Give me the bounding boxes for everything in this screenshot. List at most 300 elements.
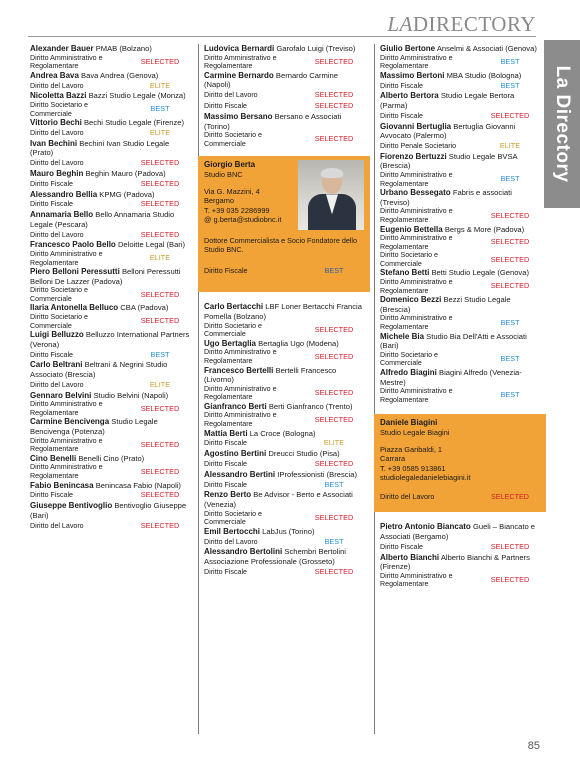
rank-badge: SELECTED [140, 316, 180, 326]
practice-area: Diritto del Lavoro [30, 380, 84, 389]
rank-badge: SELECTED [140, 229, 180, 239]
page-number: 85 [527, 740, 540, 752]
directory-entry [30, 360, 190, 390]
practice-area-row [380, 572, 540, 589]
lawyer-name[interactable]: Mauro Beghin [30, 168, 84, 178]
practice-area-row [204, 567, 364, 578]
lawyer-name[interactable]: Ugo Bertaglia [204, 338, 257, 348]
practice-area: Diritto del Lavoro [30, 521, 84, 530]
lawyer-name[interactable]: Alberto Bianchi [380, 552, 440, 562]
directory-entry [30, 240, 190, 267]
lawyer-name[interactable]: Giuseppe Bentivoglio [30, 501, 113, 511]
lawyer-name[interactable]: Renzo Berto [204, 490, 252, 500]
directory-entry [30, 118, 190, 139]
firm-name: Bertelli Francesco (Livorno) [204, 365, 337, 385]
directory-entry [204, 449, 364, 470]
firm-name: KPMG (Padova) [99, 189, 155, 199]
lawyer-name[interactable]: Stefano Betti [380, 268, 430, 278]
firm-name: Benelli Cino (Prato) [78, 453, 145, 463]
directory-entry [30, 190, 190, 211]
lawyer-name[interactable]: Gianfranco Berti [204, 401, 267, 411]
directory-column-3 [380, 44, 540, 589]
lawyer-name[interactable]: Carmine Bencivenga [30, 417, 110, 427]
practice-area: Diritto Fiscale [380, 542, 423, 551]
directory-entry [30, 303, 190, 330]
directory-entry [30, 71, 190, 92]
lawyer-name[interactable]: Piero Belloni Peressutti [30, 267, 120, 277]
practice-area: Diritto Amministrativo e Regolamentare [30, 400, 103, 417]
directory-entry [204, 44, 364, 71]
entry-heading [30, 71, 190, 81]
entry-heading [204, 44, 364, 54]
practice-area-row [30, 199, 190, 210]
entry-heading [30, 190, 190, 200]
lawyer-name[interactable]: Alexander Bauer [30, 44, 94, 53]
entry-heading [204, 366, 364, 385]
featured-address: Piazza Garibaldi, 1 [380, 445, 443, 455]
directory-entry [380, 225, 540, 269]
practice-area-row [380, 207, 540, 224]
firm-name: Bertuglia Giovanni Avvocato (Palermo) [380, 121, 516, 141]
firm-name: Studio Legale Bertora (Parma) [380, 91, 515, 110]
practice-area-row [380, 171, 540, 188]
side-tab [544, 40, 580, 208]
practice-area-row [380, 351, 540, 368]
directory-entry [30, 210, 190, 240]
entry-heading [30, 240, 190, 250]
entry-heading [204, 402, 364, 412]
firm-name: Bentivoglio Giuseppe (Bari) [30, 501, 187, 520]
lawyer-name[interactable]: Carmine Bernardo [204, 70, 274, 80]
firm-name: CBA (Padova) [120, 303, 169, 313]
lawyer-name[interactable]: Giovanni Bertuglia [380, 121, 452, 131]
entry-heading [380, 91, 540, 110]
rank-badge: SELECTED [314, 387, 354, 397]
directory-entry [30, 454, 190, 481]
practice-area: Diritto Amministrativo e Regolamentare [204, 348, 277, 365]
page-header [0, 0, 580, 46]
section-title [387, 12, 536, 37]
rank-badge: SELECTED [314, 512, 354, 522]
featured-rank-badge: SELECTED [491, 491, 529, 501]
rank-badge: SELECTED [314, 324, 354, 334]
practice-area-row [30, 80, 190, 91]
practice-area: Diritto del Lavoro [30, 159, 84, 168]
lawyer-name[interactable]: Francesco Paolo Bello [30, 240, 116, 250]
directory-entry [30, 267, 190, 303]
rank-badge: BEST [150, 104, 170, 114]
lawyer-name[interactable]: Cino Benelli [30, 453, 77, 463]
firm-name: Be Advisor - Berto e Associati (Venezia) [204, 490, 353, 510]
firm-name: Alberto Bianchi & Partners (Firenze) [380, 552, 530, 572]
rank-badge: SELECTED [140, 199, 180, 209]
firm-name: Deloitte Legal (Bari) [117, 240, 186, 250]
directory-entry [204, 366, 364, 402]
featured-area [380, 492, 540, 501]
entry-heading [30, 303, 190, 313]
directory-entry [204, 547, 364, 577]
lawyer-name[interactable]: Ivan Bechini [30, 138, 78, 148]
lawyer-name[interactable]: Massimo Bersano [204, 111, 273, 121]
entry-heading [30, 139, 190, 158]
side-tab-label: La Directory [552, 65, 573, 183]
practice-area-row [30, 101, 190, 118]
practice-area: Diritto Amministrativo e Regolamentare [30, 249, 103, 267]
entry-heading [30, 118, 190, 128]
practice-area: Diritto Amministrativo e Regolamentare [30, 436, 103, 454]
practice-area: Diritto Societario e Commerciale [204, 131, 262, 148]
entry-heading [204, 470, 364, 480]
practice-area: Diritto Societario e Commerciale [380, 251, 438, 268]
featured-firm: Studio Legale Biagini [380, 427, 450, 437]
featured-description: Dottore Commercialista e Socio Fondatore dello Studio BNC. [204, 235, 358, 254]
practice-area-row [380, 542, 540, 553]
entry-heading [380, 295, 540, 314]
firm-name: Betti Studio Legale (Genova) [431, 268, 529, 278]
practice-area: Diritto Fiscale [380, 81, 423, 90]
firm-name: Belluzzo International Partners (Verona) [30, 330, 190, 349]
lawyer-name[interactable]: Ilaria Antonella Belluco [30, 303, 119, 313]
practice-area: Diritto del Lavoro [30, 230, 84, 239]
rank-badge: SELECTED [140, 56, 180, 66]
lawyer-name[interactable]: Carlo Beltrani [30, 360, 83, 370]
rank-badge: SELECTED [314, 351, 354, 361]
practice-area-row [204, 411, 364, 428]
practice-area: Diritto del Lavoro [204, 91, 258, 100]
practice-area: Diritto Fiscale [30, 491, 73, 500]
practice-area: Diritto del Lavoro [30, 81, 84, 90]
lawyer-name[interactable]: Annamaria Bello [30, 210, 94, 220]
practice-area: Diritto Fiscale [204, 480, 247, 489]
rank-badge: ELITE [149, 80, 171, 90]
firm-name: Dreucci Studio (Pisa) [268, 449, 340, 459]
directory-entry [204, 429, 364, 450]
rank-badge: SELECTED [140, 490, 180, 500]
firm-name: LBF Loner Bertacchi Francia Pomella (Bolzano) [204, 302, 362, 321]
practice-area: Diritto Societario e Commerciale [30, 286, 88, 303]
practice-area: Diritto Amministrativo e Regolamentare [380, 53, 453, 71]
entry-heading [204, 302, 364, 321]
practice-area-row [204, 510, 364, 527]
firm-name: Bergs & More (Padova) [444, 224, 525, 234]
practice-area: Diritto Societario e Commerciale [30, 313, 88, 330]
directory-entry [204, 71, 364, 112]
firm-name: Bechi Studio Legale (Firenze) [83, 118, 185, 128]
lawyer-name[interactable]: Nicoletta Bazzi [30, 91, 87, 101]
rank-badge: SELECTED [490, 575, 530, 585]
practice-area-row [30, 349, 190, 360]
practice-area-row [30, 286, 190, 303]
practice-area: Diritto Amministrativo e Regolamentare [204, 53, 277, 71]
practice-area-row [30, 520, 190, 531]
practice-area-row [30, 400, 190, 417]
featured-area-label: Diritto del Lavoro [380, 491, 435, 501]
directory-entry [380, 122, 540, 152]
rank-badge: SELECTED [314, 566, 354, 576]
lawyer-name[interactable]: Gennaro Belvini [30, 390, 92, 400]
featured-card [374, 414, 546, 512]
directory-entry [380, 188, 540, 224]
featured-website[interactable]: studiolegaledanielebiagini.it [380, 472, 471, 482]
directory-entry [380, 91, 540, 121]
practice-area: Diritto Amministrativo e Regolamentare [380, 387, 453, 404]
practice-area-row [204, 322, 364, 339]
rank-badge: SELECTED [140, 178, 180, 188]
entry-heading [204, 71, 364, 90]
practice-area-row [30, 128, 190, 139]
practice-area-row [380, 234, 540, 251]
practice-area-row [30, 158, 190, 169]
practice-area-row [30, 437, 190, 454]
firm-name: Garofalo Luigi (Treviso) [276, 44, 356, 53]
rank-badge: ELITE [499, 140, 521, 150]
directory-entry [380, 522, 540, 552]
firm-name: Bersano e Associati (Torino) [204, 111, 342, 131]
section-title-rest: DIRECTORY [412, 12, 536, 36]
rank-badge: SELECTED [490, 281, 530, 291]
lawyer-name[interactable]: Emil Bertocchi [204, 526, 261, 536]
entry-heading [30, 417, 190, 436]
practice-area: Diritto Amministrativo e Regolamentare [380, 278, 453, 295]
directory-entry [204, 470, 364, 491]
rank-badge: SELECTED [140, 158, 180, 168]
practice-area-row [380, 80, 540, 91]
firm-name: Bernardo Carmine (Napoli) [204, 70, 338, 90]
rank-badge: ELITE [149, 379, 171, 389]
practice-area-row [204, 54, 364, 71]
entry-heading [204, 429, 364, 439]
practice-area: Diritto Amministrativo e Regolamentare [380, 234, 453, 251]
practice-area-row [30, 179, 190, 190]
directory-entry [380, 332, 540, 368]
rank-badge: BEST [500, 390, 520, 400]
firm-name: Bezzi Studio Legale (Brescia) [380, 295, 511, 314]
firm-name: Benincasa Fabio (Napoli) [95, 480, 181, 490]
lawyer-name[interactable]: Alessandro Bertolini [204, 547, 283, 557]
entry-heading [30, 454, 190, 464]
rank-badge: BEST [324, 536, 344, 546]
directory-entry [380, 295, 540, 331]
lawyer-name[interactable]: Fabio Benincasa [30, 480, 94, 490]
portrait-photo [298, 160, 364, 230]
directory-entry [380, 268, 540, 295]
practice-area-row [380, 314, 540, 331]
entry-heading [380, 522, 540, 541]
firm-name: Fabris e associati (Treviso) [380, 188, 512, 207]
practice-area-row [204, 101, 364, 112]
directory-entry [30, 501, 190, 531]
practice-area-row [30, 250, 190, 267]
practice-area-row [380, 111, 540, 122]
directory-entry [380, 44, 540, 71]
practice-area: Diritto Societario e Commerciale [380, 350, 438, 368]
rank-badge: SELECTED [314, 414, 354, 424]
firm-name: Beltrani & Negrini Studio Associato (Brescia) [30, 360, 168, 380]
entry-heading [30, 501, 190, 520]
practice-area-row [204, 348, 364, 365]
lawyer-name[interactable]: Giulio Bertone [380, 44, 436, 53]
practice-area-row [204, 479, 364, 490]
firm-name: Anselmi & Associati (Genova) [436, 44, 537, 53]
featured-area [204, 266, 364, 275]
entry-heading [30, 360, 190, 379]
lawyer-name[interactable]: Urbano Bessegato [380, 188, 451, 198]
firm-name: PMAB (Bolzano) [95, 44, 152, 53]
practice-area-row [204, 536, 364, 547]
rank-badge: ELITE [149, 127, 171, 137]
directory-entry [380, 71, 540, 92]
lawyer-name[interactable]: Pietro Antonio Biancato [380, 522, 471, 532]
lawyer-name[interactable]: Francesco Bertelli [204, 365, 274, 375]
featured-city: Bergamo [204, 196, 234, 206]
rank-badge: SELECTED [140, 289, 180, 299]
directory-entry [380, 152, 540, 188]
practice-area-row [380, 278, 540, 295]
entry-heading [380, 188, 540, 207]
entry-heading [380, 71, 540, 81]
practice-area-row [30, 229, 190, 240]
lawyer-name[interactable]: Mattia Berti [204, 428, 248, 438]
firm-name: Belloni Peressutti Belloni De Lazzer (Padova) [30, 267, 181, 286]
entry-heading [204, 547, 364, 566]
practice-area: Diritto Amministrativo e Regolamentare [380, 170, 453, 188]
rank-badge: SELECTED [490, 110, 530, 120]
rank-badge: BEST [500, 354, 520, 364]
featured-firm: Studio BNC [204, 169, 243, 179]
practice-area-row [204, 459, 364, 470]
lawyer-name[interactable]: Massimo Bertoni [380, 70, 445, 80]
entry-heading [30, 481, 190, 491]
rank-badge: SELECTED [140, 520, 180, 530]
entry-heading [380, 268, 540, 278]
directory-column-1 [30, 44, 190, 531]
rank-badge: SELECTED [490, 254, 530, 264]
rank-badge: BEST [150, 349, 170, 359]
directory-entry [30, 417, 190, 453]
directory-entry [30, 330, 190, 360]
firm-name: Studio Bia Dell'Atti e Associati (Bari) [380, 331, 527, 351]
entry-heading [204, 449, 364, 459]
lawyer-name[interactable]: Vittorio Bechi [30, 118, 82, 128]
lawyer-name[interactable]: Andrea Bava [30, 70, 79, 80]
rank-badge: SELECTED [140, 466, 180, 476]
directory-entry [30, 44, 190, 71]
practice-area-row [30, 54, 190, 71]
entry-heading [380, 553, 540, 572]
firm-name: Studio Belvini (Napoli) [93, 390, 169, 400]
entry-heading [30, 391, 190, 401]
entry-heading [204, 339, 364, 349]
practice-area-row [380, 141, 540, 152]
entry-heading [380, 368, 540, 387]
featured-area-label: Diritto Fiscale [204, 265, 248, 275]
directory-entry [380, 553, 540, 589]
firm-name: Schembri Bertolini Associazione Professionale (Grosseto) [204, 547, 346, 566]
lawyer-name[interactable]: Alfredo Biagini [380, 368, 437, 377]
practice-area-row [30, 463, 190, 480]
firm-name: Bava Andrea (Genova) [81, 70, 159, 80]
directory-column-2 [204, 44, 364, 578]
rank-badge: BEST [500, 80, 520, 90]
rank-badge: BEST [500, 317, 520, 327]
entry-heading [380, 44, 540, 54]
directory-entry [30, 481, 190, 502]
directory-entry [204, 302, 364, 338]
lawyer-name[interactable]: Michele Bia [380, 331, 425, 341]
entry-heading [204, 112, 364, 131]
entry-heading [380, 225, 540, 235]
firm-name: La Croce (Bologna) [249, 428, 316, 438]
firm-name: MBA Studio (Bologna) [446, 70, 522, 80]
practice-area: Diritto Amministrativo e Regolamentare [380, 571, 453, 589]
entry-heading [30, 169, 190, 179]
directory-entry [204, 112, 364, 148]
lawyer-name[interactable]: Fiorenzo Bertuzzi [380, 151, 447, 161]
rank-badge: BEST [324, 479, 344, 489]
practice-area: Diritto Amministrativo e Regolamentare [30, 53, 103, 71]
practice-area: Diritto Amministrativo e Regolamentare [380, 207, 453, 224]
lawyer-name[interactable]: Alberto Bertora [380, 91, 439, 101]
featured-email[interactable]: @ g.berta@studiobnc.it [204, 214, 282, 224]
featured-phone: T. +39 0585 913861 [380, 463, 446, 473]
practice-area-row [380, 251, 540, 268]
practice-area-row [30, 380, 190, 391]
practice-area: Diritto Societario e Commerciale [204, 509, 262, 527]
lawyer-name[interactable]: Luigi Belluzzo [30, 330, 84, 340]
directory-entry [30, 91, 190, 118]
practice-area: Diritto Amministrativo e Regolamentare [380, 314, 453, 332]
practice-area: Diritto Amministrativo e Regolamentare [30, 463, 103, 480]
section-title-la: LA [387, 12, 413, 36]
directory-entry [204, 339, 364, 366]
practice-area: Diritto Societario e Commerciale [204, 321, 262, 339]
rank-badge: SELECTED [314, 90, 354, 100]
lawyer-name[interactable]: Agostino Bertini [204, 449, 267, 459]
practice-area: Diritto Fiscale [204, 567, 247, 576]
practice-area-row [380, 54, 540, 71]
entry-heading [380, 152, 540, 171]
firm-name: Bello Annamaria Studio Legale (Pescara) [30, 210, 175, 229]
practice-area-row [204, 438, 364, 449]
directory-entry [30, 169, 190, 190]
featured-rank-badge: BEST [324, 265, 344, 275]
practice-area: Diritto Societario e Commerciale [30, 100, 88, 118]
directory-entry [30, 139, 190, 169]
entry-heading [30, 330, 190, 349]
rank-badge: SELECTED [490, 541, 530, 551]
rank-badge: ELITE [323, 438, 345, 448]
lawyer-name[interactable]: Alessandro Bertini [204, 469, 276, 479]
lawyer-name[interactable]: Eugenio Bettella [380, 224, 443, 234]
rank-badge: SELECTED [314, 134, 354, 144]
firm-name: Bertaglia Ugo (Modena) [258, 338, 339, 348]
practice-area: Diritto Fiscale [30, 179, 73, 188]
lawyer-name[interactable]: Domenico Bezzi [380, 295, 442, 305]
lawyer-name[interactable]: Alessandro Bellia [30, 189, 98, 199]
firm-name: Gueli – Biancato e Associati (Bergamo) [380, 522, 536, 541]
rank-badge: BEST [500, 174, 520, 184]
rank-badge: SELECTED [140, 403, 180, 413]
lawyer-name[interactable]: Ludovica Bernardi [204, 44, 275, 53]
practice-area: Diritto Amministrativo e Regolamentare [204, 384, 277, 402]
entry-heading [380, 122, 540, 141]
entry-heading [204, 490, 364, 509]
practice-area: Diritto Penale Societario [380, 141, 457, 150]
directory-entry [204, 490, 364, 526]
featured-city: Carrara [380, 454, 406, 464]
lawyer-name[interactable]: Carlo Bertacchi [204, 302, 264, 312]
firm-name: IProfessionisti (Brescia) [277, 469, 358, 479]
